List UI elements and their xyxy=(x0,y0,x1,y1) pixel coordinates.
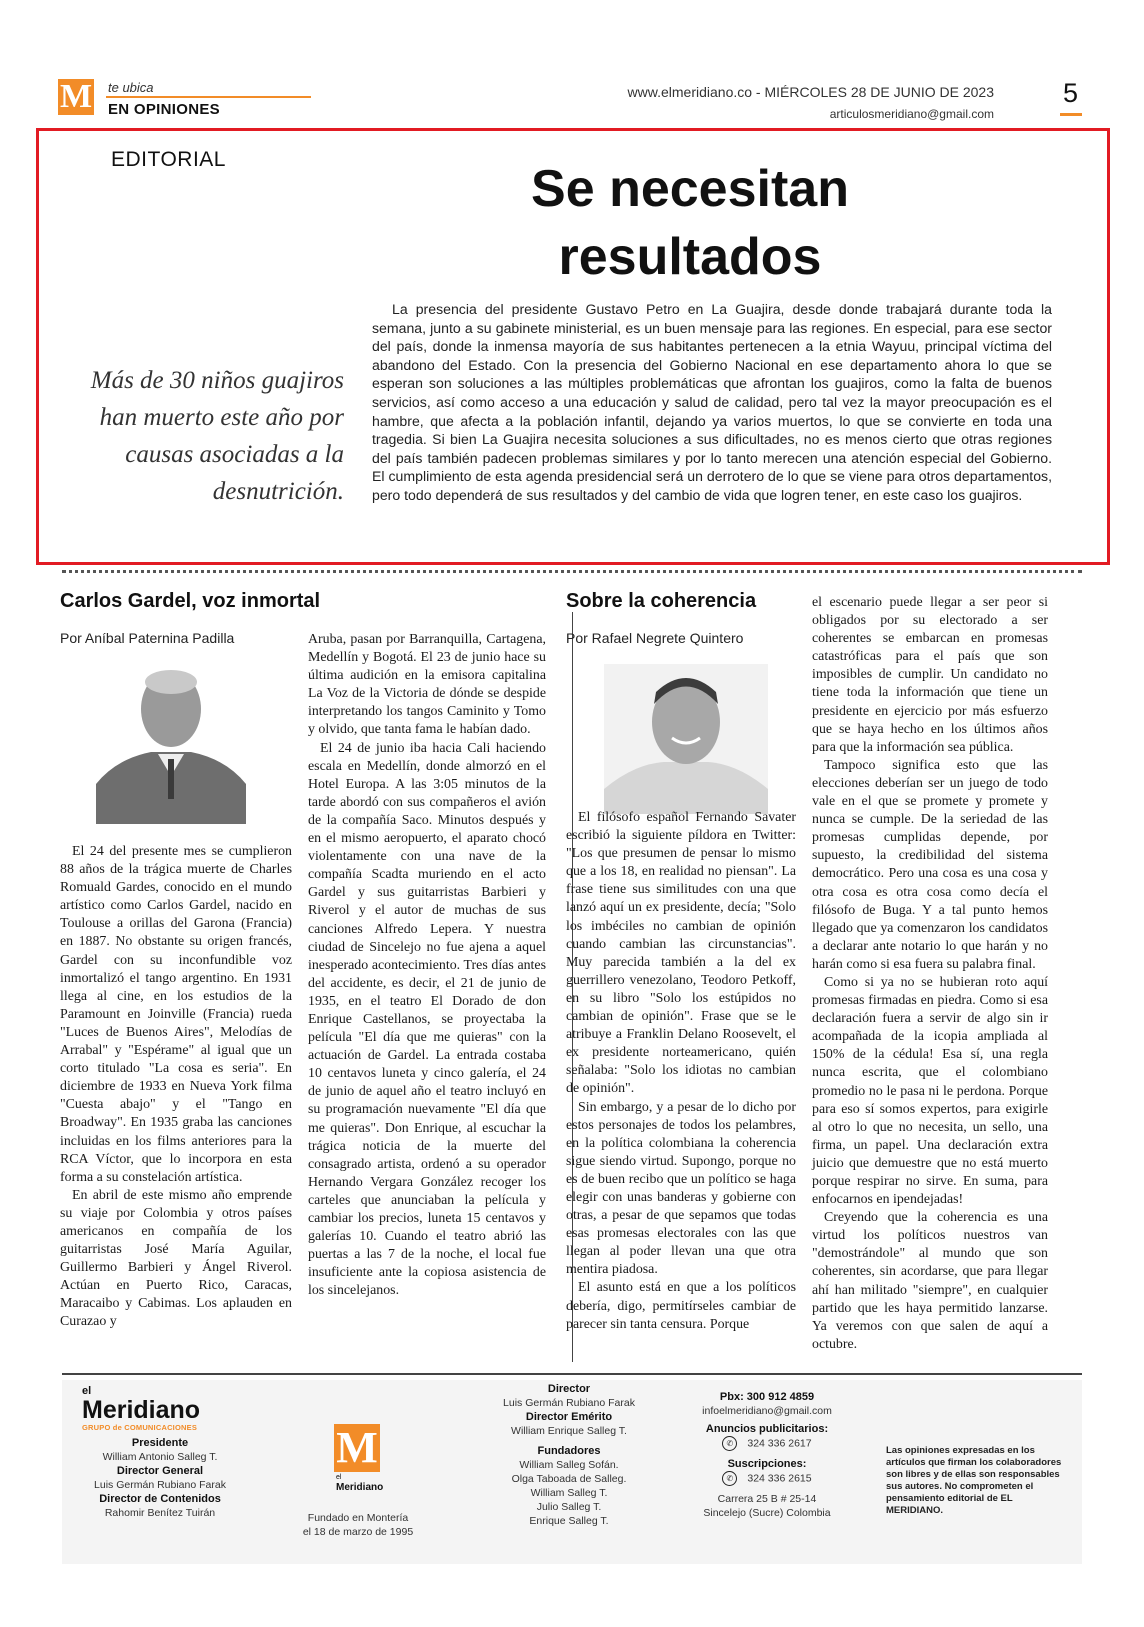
footer-founded xyxy=(300,1511,416,1539)
fundador-name: Enrique Salleg T. xyxy=(529,1515,609,1527)
footer-staff-left xyxy=(80,1436,240,1520)
dotted-divider xyxy=(62,570,1082,573)
footer-contact xyxy=(682,1390,852,1520)
suscripciones-label: Suscripciones: xyxy=(727,1458,807,1470)
page-number-rule xyxy=(1060,113,1082,116)
article1-paragraph: Aruba, pasan por Barranquilla, Cartagena, Medellín y Bogotá. El 23 de junio hace su última audición en la emisora capitalina La Voz de la Victoria de dónde se despide interpretando los tangos Caminito y Tomo y olvido, que tanta fama le habían dado. xyxy=(308,632,546,738)
article1-byline: Por Aníbal Paternina Padilla xyxy=(60,630,235,646)
footer-brand-sub: GRUPO de COMUNICACIONES xyxy=(82,1423,198,1432)
page-number: 5 xyxy=(1063,78,1079,108)
article1-paragraph: El 24 del presente mes se cumplieron 88 años de la trágica muerte de Charles Romuald Gardes, conocido en el mundo artístico como Carlos Gardel, nacido en Toulouse a orillas del Garona (Francia) en 1887. No obstante su origen francés, Gardel con su inconfundible voz inmortalizó el tango argentino. En 1931 llega al cine, en los estudios de la Paramount en Joinville (Francia) rueda "Luces de Buenos Aires", Melodías de Arrabal" y "Espérame" al igual que un corto titulado "La cosa es seria". En diciembre de 1933 en Nueva York filma "Cuesta abajo" y el "Tango en Broadway". En 1935 graba las canciones incluidas en los films anteriores para la RCA Víctor, que lo incorpora en esta forma a su constelación artística. xyxy=(60,844,292,1185)
logo-m-icon: M xyxy=(59,78,93,115)
header-email: articulosmeridiano@gmail.com xyxy=(829,107,994,121)
editorial-body xyxy=(372,300,1052,505)
founded-line2: el 18 de marzo de 1995 xyxy=(302,1526,414,1538)
article1-column1 xyxy=(60,843,292,1332)
header-tagline: te ubica xyxy=(108,80,154,95)
fundador-name: Olga Taboada de Salleg. xyxy=(511,1473,627,1485)
article2-column1 xyxy=(566,809,796,1334)
director-contenidos-label: Director de Contenidos xyxy=(99,1493,221,1505)
address-line2: Sincelejo (Sucre) Colombia xyxy=(703,1507,831,1519)
article1-title: Carlos Gardel, voz inmortal xyxy=(60,590,321,612)
info-email: infoelmeridiano@gmail.com xyxy=(702,1405,832,1417)
article2-column2 xyxy=(812,594,1048,1354)
article2-paragraph: Creyendo que la coherencia es una virtud los políticos nuestros van "demostrándole" al mundo que son coherentes, sin acordarse, que para llegar ahí han militado "siempre", en cualquier partido que les haya permitido lanzarse. Ya veremos con que salen de aquí a octubre. xyxy=(812,1210,1048,1352)
article1-column2 xyxy=(308,631,546,1300)
presidente-label: Presidente xyxy=(131,1437,189,1449)
article2-paragraph: El filósofo español Fernando Savater escribió la siguiente píldora en Twitter: "Los que presumen de pensar lo mismo que a los 18, en realidad no piensan". La frase tiene sus similitudes con una que lanzó aquí un ex presidente, decía; "Solo los imbéciles no cambian de opinión cuando cambian las circunstancias". Muy parecida también a la del ex guerrillero venezolano, Teodoro Petkoff, en su libro "Solo los estúpidos no cambian de opinión". Frase que se le atribuye a Franklin Delano Roosevelt, el ex presidente norteamericano, quién señalaba: "Solo los idiotas no cambian de opinión". xyxy=(566,810,796,1097)
footer-brand-el: el xyxy=(82,1385,92,1397)
section-title: EN OPINIONES xyxy=(108,101,220,118)
editorial-label: EDITORIAL xyxy=(111,148,226,171)
article2-paragraph: El asunto está en que a los políticos debería, digo, permitírseles cambiar de parecer sin tanta censura. Porque xyxy=(566,1280,796,1332)
footer-disclaimer: Las opiniones expresadas en los artículos que firman los colaboradores son libres y de ellas son responsables sus autores. No comprometen el pensamiento editorial de EL MERIDIANO. xyxy=(886,1445,1062,1516)
anuncios-label: Anuncios publicitarios: xyxy=(705,1423,829,1435)
article2-paragraph: Sin embargo, y a pesar de lo dicho por estos personajes de todos los pelambres, en la política colombiana la coherencia sigue siendo virtud. Supongo, porque no es de buen recibo que un político se haga elegir con unas banderas y gobierne con otras, a pesar de que sepamos que todas esas promesas electorales con las que llegan al poder llevan una que otra mentira piadosa. xyxy=(566,1099,796,1278)
site-and-date: www.elmeridiano.co - MIÉRCOLES 28 DE JUNIO DE 2023 xyxy=(627,84,994,100)
whatsapp-icon: ✆ xyxy=(722,1471,737,1486)
article1-paragraph: El 24 de junio iba hacia Cali haciendo escala en Medellín, donde almorzó en el Hotel Europa. A las 3:05 minutos de la tarde abordó con sus compañeros el avión de la compañía Saco. Minutos después y en el mismo aeropuerto, el aparato chocó violentamente con una nave de la compañía Scadta muriendo en el acto Gardel y sus guitarristas Barbieri y Riverol y el autor de muchas de sus canciones Alfredo Lepera. Y nuestra ciudad de Sincelejo no fue ajena a aquel inesperado acontecimiento. Tres días antes del accidente, es decir, el 21 de junio de 1935, en el teatro El Dorado de don Enrique Castellanos, se proyectaba la película "El día que me quieras" con la actuación de Gardel. La entrada costaba 10 centavos luneta y cinco galería, el 24 de junio de aquel año el teatro incluyó en su programación nuevamente "El día que me quieras". Don Enrique, al escuchar la trágica noticia de la muerte del consagrado artista, ordenó a su operador Hernando Vergara González recoger los carteles que anunciaban la película y cambiar los precios, luneta 15 centavos y galerías 10. Cuando el teatro abrió las puertas a las 7 de la noche, el local fue insuficiente ante la copiosa asistencia de los sincelejanos. xyxy=(308,740,546,1299)
editorial-title-line1: Se necesitan xyxy=(531,160,849,218)
article2-title: Sobre la coherencia xyxy=(566,590,757,612)
editorial-title xyxy=(460,155,920,291)
footer-logo-m-icon: M xyxy=(334,1424,380,1472)
director-general-label: Director General xyxy=(116,1465,204,1477)
author-photo-paternina xyxy=(96,664,246,824)
fundador-name: William Salleg Sofán. xyxy=(519,1459,619,1471)
director-contenidos-name: Rahomir Benítez Tuirán xyxy=(104,1507,216,1519)
footer-brand xyxy=(82,1386,242,1432)
suscripciones-phone: 324 336 2615 xyxy=(747,1472,812,1485)
author-photo-negrete xyxy=(604,664,768,814)
fundador-name: William Salleg T. xyxy=(530,1487,608,1499)
director-label: Director xyxy=(547,1383,591,1395)
footer-logo-el: el xyxy=(336,1474,342,1481)
anuncios-phone: 324 336 2617 xyxy=(747,1437,812,1450)
director-name: Luis Germán Rubiano Farak xyxy=(503,1397,635,1409)
article2-paragraph: el escenario puede llegar a ser peor si obligados por su electorado a ser coherentes se embarcan en promesas catastróficas para el país que son imposibles de cumplir. Un candidato no tiene toda la información que tiene un presidente en ejercicio por más esfuerzo que se haya hecho en los últimos años para que la información sea pública. xyxy=(812,595,1048,755)
pbx-phone: Pbx: 300 912 4859 xyxy=(719,1391,815,1403)
director-general-name: Luis Germán Rubiano Farak xyxy=(94,1479,226,1491)
fundadores-label: Fundadores xyxy=(537,1445,601,1457)
header-rule xyxy=(106,96,311,98)
whatsapp-icon: ✆ xyxy=(722,1436,737,1451)
director-emerito-name: William Enrique Salleg T. xyxy=(511,1425,627,1437)
footer-top-rule xyxy=(62,1373,1082,1375)
article2-paragraph: Tampoco significa esto que las elecciones deberían ser un juego de todo vale en el que se promete y promete y nunca se cumple. De la seriedad de las promesas cumplidas depende, por supuesto, la credibilidad del sistema democrático. Pero una cosa es una cosa y otra cosa es otra cosa como decía el filósofo de Buga. Y a tal punto hemos llegado que ya comenzaron los candidatos a declarar ante notario lo que harán y no harán como si esa fuera su palabra final. xyxy=(812,757,1048,972)
address-line1: Carrera 25 B # 25-14 xyxy=(717,1493,817,1505)
suscripciones-row xyxy=(682,1471,852,1486)
article1-paragraph: En abril de este mismo año emprende su viaje por Colombia y otros países americanos en compañía de los guitarristas José María Aguilar, Guillermo Barbieri y Ángel Riverol. Actúan en Puerto Rico, Caracas, Maracaibo y Cabimas. Los aplauden en Curazao y xyxy=(60,1187,292,1330)
editorial-title-line2: resultados xyxy=(558,228,822,286)
founded-line1: Fundado en Montería xyxy=(307,1512,409,1524)
director-emerito-label: Director Emérito xyxy=(525,1411,613,1423)
editorial-paragraph: La presencia del presidente Gustavo Petro en La Guajira, desde donde trabajará durante toda la semana, junto a su gabinete ministerial, es un buen mensaje para las regiones. En especial, para ese sector del país, donde la inmensa mayoría de sus habitantes pertenecen a la etnia Wayuu, principal víctima del abandono del Estado. Con la presencia del Gobierno Nacional en ese departamento ahora lo que se esperan son soluciones a las múltiples problemáticas que afrontan los guajiros, como la falta de buenos servicios, así como acceso a una educación y salud de calidad, pero tal vez la mayor preocupación es el hambre, que afecta a la población infantil, dejando ya varios muertos, lo que se convierte en toda una tragedia. Si bien La Guajira necesita soluciones a sus dificultades, no es menos cierto que otras regiones del país también padecen problemas similares y por lo tanto merecen una atención especial del Gobierno. El cumplimiento de esta agenda presidencial será un derrotero de lo que se viene para otros departamentos, pero todo dependerá de sus resultados y del cambio de vida que logren tener, en este caso los guajiros. xyxy=(372,301,1052,503)
presidente-name: William Antonio Salleg T. xyxy=(102,1451,218,1463)
article2-paragraph: Como si ya no se hubieran roto aquí promesas firmadas en piedra. Como si esa declaración fuera a servir de algo sin ir acompañada de la icopia ampliada al 150% de la cédula! Esa sí, una regla nunca escrita, que el colombiano promedio no le pasa ni le perdona. Porque para eso sí somos expertos, para exigirle al otro lo que no necesita, un sello, una firma, un papel. Una declaración extra juicio que demuestre que no está muerto porque respirar no sirve. En suma, para enfocarnos en ipendejadas! xyxy=(812,974,1048,1208)
article2-byline: Por Rafael Negrete Quintero xyxy=(566,630,744,646)
footer-logo-name: Meridiano xyxy=(336,1482,384,1493)
footer-brand-name: Meridiano xyxy=(82,1396,201,1424)
editorial-pull-quote: Más de 30 niños guajiros han muerto este año por causas asociadas a la desnutrición. xyxy=(90,367,344,505)
footer-staff-center xyxy=(484,1382,654,1528)
anuncios-row xyxy=(682,1436,852,1451)
fundador-name: Julio Salleg T. xyxy=(536,1501,602,1513)
